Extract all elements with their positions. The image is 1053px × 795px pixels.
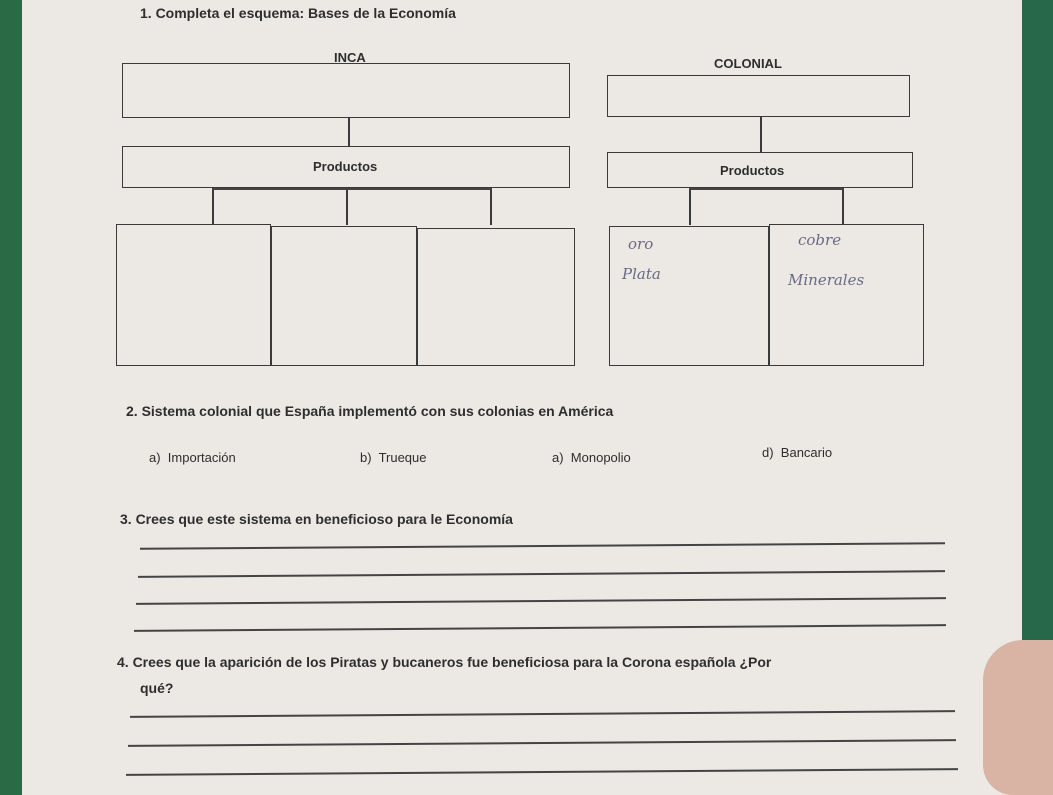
option-b[interactable]: [360, 450, 427, 465]
q3-answer-line-2[interactable]: [138, 570, 945, 577]
colonial-answer-box[interactable]: [607, 75, 910, 117]
option-a-letter: a): [149, 450, 161, 465]
colonial-product-cell-1[interactable]: [609, 226, 769, 366]
option-c-text: Monopolio: [570, 450, 631, 465]
inca-product-cell-1[interactable]: [116, 224, 271, 366]
inca-connector-a: [212, 188, 214, 225]
question-2-title: 2. Sistema colonial que España implementó con sus colonias en América: [126, 403, 614, 419]
inca-connector-c: [490, 188, 492, 225]
inca-connector: [348, 117, 350, 146]
inca-product-cell-2[interactable]: [271, 226, 417, 366]
handwritten-cobre: cobre: [798, 231, 842, 249]
colonial-productos-box: [607, 152, 913, 188]
question-4-title-cont: qué?: [140, 680, 174, 696]
question-4-title: 4. Crees que la aparición de los Piratas y bucaneros fue beneficiosa para la Corona española ¿Por: [117, 654, 772, 670]
option-d[interactable]: [762, 445, 832, 460]
colonial-product-cell-2[interactable]: [769, 224, 924, 366]
finger: [983, 640, 1053, 795]
inca-productos-label: Productos: [313, 159, 378, 174]
colonial-label: COLONIAL: [714, 56, 782, 71]
option-d-letter: d): [762, 445, 774, 460]
option-c-letter: a): [552, 450, 564, 465]
question-3-title: 3. Crees que este sistema en beneficioso para le Economía: [120, 511, 513, 527]
q4-answer-line-3[interactable]: [126, 768, 958, 775]
colonial-branch-line: [689, 188, 844, 190]
q3-answer-line-3[interactable]: [136, 597, 946, 604]
handwritten-minerales: Minerales: [788, 271, 865, 289]
question-1-title: 1. Completa el esquema: Bases de la Economía: [140, 5, 456, 21]
q3-answer-line-4[interactable]: [134, 624, 946, 631]
option-a-text: Importación: [167, 450, 236, 465]
option-a[interactable]: [149, 450, 236, 465]
inca-answer-box[interactable]: [122, 80, 570, 118]
worksheet-page: [22, 0, 1022, 795]
option-b-text: Trueque: [378, 450, 427, 465]
q4-answer-line-2[interactable]: [128, 739, 956, 746]
q3-answer-line-1[interactable]: [140, 542, 945, 549]
inca-label: INCA: [334, 50, 366, 65]
inca-connector-b: [346, 188, 348, 225]
handwritten-oro: oro: [628, 235, 654, 253]
inca-product-cell-3[interactable]: [417, 228, 575, 366]
option-c[interactable]: [552, 450, 631, 465]
colonial-connector: [760, 117, 762, 153]
inca-productos-box: [122, 146, 570, 188]
option-d-text: Bancario: [780, 445, 833, 460]
colonial-productos-label: Productos: [720, 163, 785, 178]
colonial-connector-a: [689, 188, 691, 225]
inca-branch-line: [212, 188, 492, 190]
colonial-connector-b: [842, 188, 844, 225]
q4-answer-line-1[interactable]: [130, 710, 955, 717]
option-b-letter: b): [360, 450, 372, 465]
handwritten-plata: Plata: [622, 265, 661, 283]
